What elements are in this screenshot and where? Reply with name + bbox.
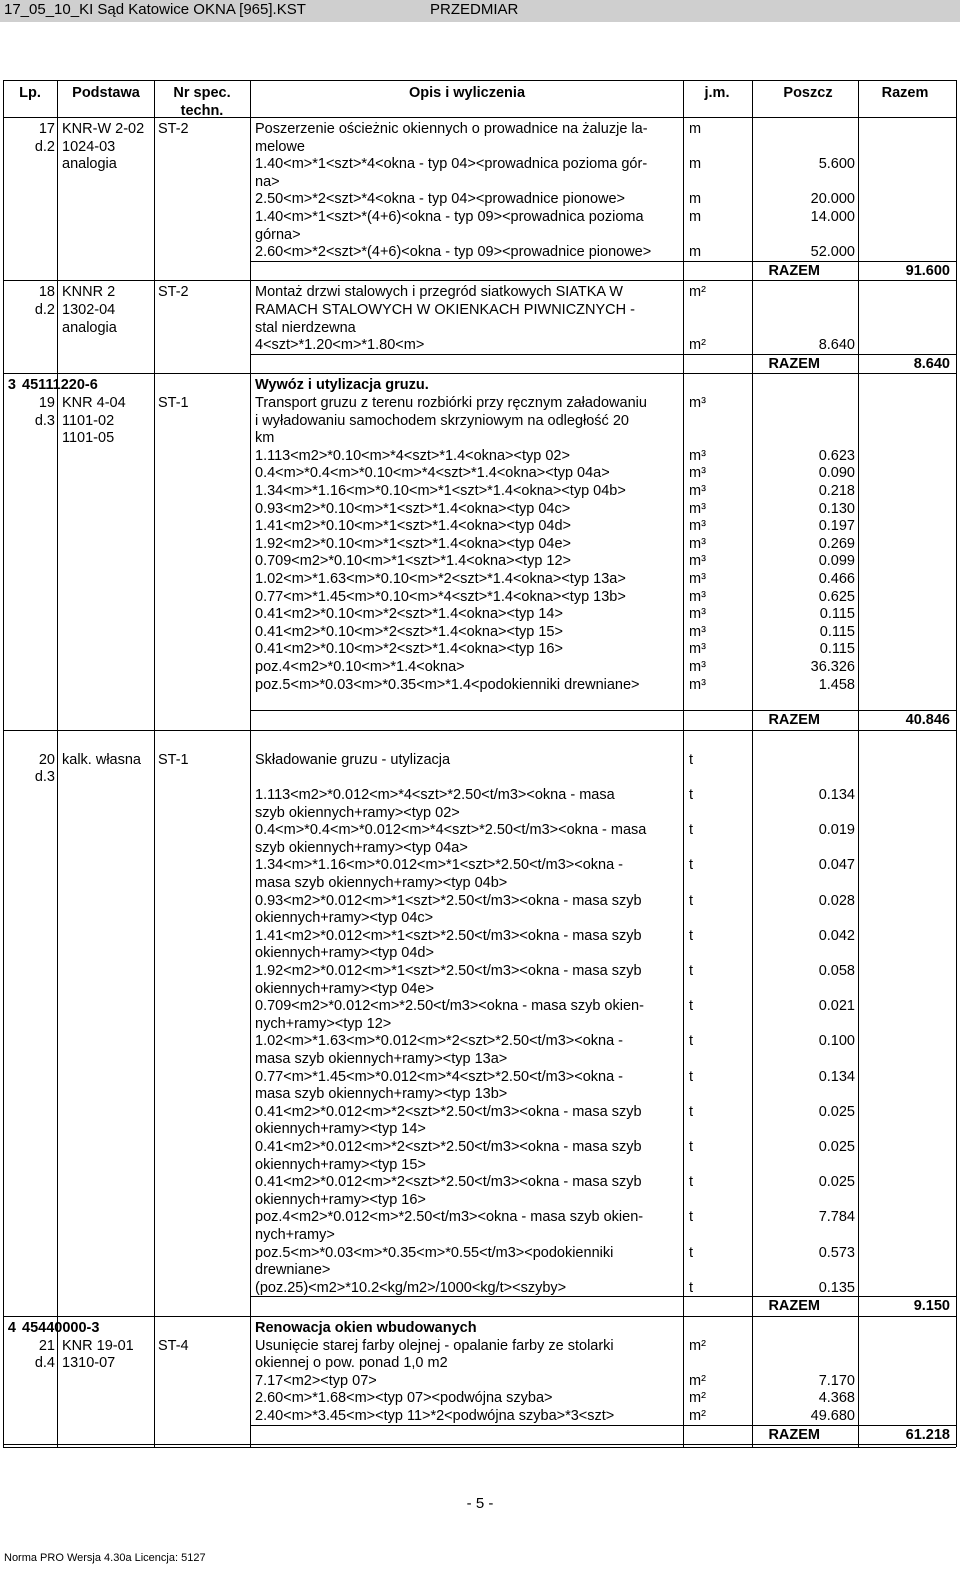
item-description: Poszerzenie ościeżnic okiennych o prowadnice na żaluzje la- [255, 121, 648, 137]
item-description: okiennej o pow. ponad 1,0 m2 [255, 1355, 448, 1372]
item-basis: KNR 19-01 [62, 1337, 134, 1354]
calc-line: masa szyb okiennych+ramy><typ 13b> [255, 1086, 508, 1103]
calc-value: 0.028 [818, 892, 855, 909]
calc-line: 2.60<m>*1.68<m><typ 07><podwójna szyba> [255, 1390, 553, 1407]
calc-value: 0.218 [818, 483, 855, 499]
calc-value: 5.600 [818, 156, 855, 173]
calc-line: 0.709<m2>*0.012<m>*2.50<t/m3><okna - masa szyb okien- [255, 998, 644, 1015]
item-description: i wyładowaniu samochodem skrzyniowym na odległość 20 [255, 412, 629, 429]
col-header-spec: Nr spec. [173, 85, 231, 101]
item-description: RAMACH STALOWYCH W OKIENKACH PIWNICZNYCH - [255, 302, 635, 318]
calc-line: 4<szt>*1.20<m>*1.80<m> [255, 337, 425, 354]
total-label: RAZEM [768, 1426, 820, 1443]
section-number: 3 [7, 377, 16, 394]
column-divider [858, 80, 859, 1447]
calc-unit: t [689, 1033, 694, 1050]
item-description: Montaż drzwi stalowych i przegród siatkowych SIATKA W [255, 284, 623, 301]
calc-unit: t [689, 1174, 694, 1191]
calc-line: okiennych+ramy><typ 15> [255, 1156, 426, 1173]
row-separator [3, 730, 956, 731]
item-unit: m [689, 121, 702, 137]
calc-unit: m² [689, 1372, 706, 1389]
document-title: PRZEDMIAR [430, 1, 519, 18]
item-description: stal nierdzewna [255, 319, 356, 336]
calc-unit: t [689, 1209, 694, 1226]
calc-line: poz.4<m2>*0.10<m>*1.4<okna> [255, 659, 465, 675]
item-unit: m² [689, 1337, 706, 1354]
calc-line: 1.40<m>*1<szt>*(4+6)<okna - typ 09><prowadnica pozioma [255, 209, 644, 225]
item-spec-number: ST-2 [158, 284, 189, 301]
calc-unit: m³ [689, 623, 706, 640]
item-basis: KNNR 2 [62, 284, 116, 301]
item-basis: analogia [62, 319, 117, 336]
calc-line: 0.41<m2>*0.10<m>*2<szt>*1.4<okna><typ 16> [255, 641, 563, 658]
page-number: - 5 - [466, 1495, 494, 1512]
calc-unit: t [689, 1068, 694, 1085]
calc-unit: m [689, 244, 702, 261]
calc-value: 0.135 [818, 1279, 855, 1296]
calc-line: szyb okiennych+ramy><typ 04a> [255, 839, 468, 856]
calc-unit: m [689, 209, 702, 225]
row-separator [3, 1444, 956, 1445]
calc-line: poz.5<m>*0.03<m>*0.35<m>*1.4<podokienniki drewniane> [255, 676, 640, 693]
calc-line: 0.93<m2>*0.10<m>*1<szt>*1.4<okna><typ 04c> [255, 500, 571, 517]
calc-line: 1.92<m2>*0.10<m>*1<szt>*1.4<okna><typ 04e> [255, 535, 572, 552]
item-number: 20 [38, 751, 55, 768]
calc-unit: m [689, 156, 702, 173]
calc-value: 0.623 [818, 447, 855, 464]
calc-line: poz.4<m2>*0.012<m>*2.50<t/m3><okna - masa szyb okien- [255, 1209, 644, 1226]
calc-value: 8.640 [818, 337, 855, 354]
calc-line: 1.113<m2>*0.10<m>*4<szt>*1.4<okna><typ 02> [255, 447, 570, 464]
row-separator [3, 1316, 956, 1317]
calc-unit: m³ [689, 659, 706, 675]
col-header-description: Opis i wyliczenia [408, 85, 526, 101]
calc-line: 0.77<m>*1.45<m>*0.10<m>*4<szt>*1.4<okna><typ 13b> [255, 588, 626, 605]
calc-unit: m² [689, 1390, 706, 1407]
calc-unit: t [689, 857, 694, 874]
calc-value: 52.000 [810, 244, 855, 261]
calc-line: 0.41<m2>*0.10<m>*2<szt>*1.4<okna><typ 15> [255, 623, 563, 640]
item-basis: 1101-02 [62, 412, 115, 429]
calc-unit: t [689, 1244, 694, 1261]
total-value: 40.846 [905, 712, 950, 729]
item-section-ref: d.3 [34, 769, 55, 786]
total-value: 91.600 [905, 262, 950, 279]
calc-unit: t [689, 787, 694, 803]
col-header-lp: Lp. [19, 85, 41, 101]
calc-line: masa szyb okiennych+ramy><typ 04b> [255, 875, 508, 891]
calc-value: 0.100 [818, 1033, 855, 1050]
total-label: RAZEM [768, 712, 820, 729]
calc-value: 0.099 [818, 553, 855, 570]
item-number: 17 [38, 121, 55, 137]
calc-line: okiennych+ramy><typ 14> [255, 1121, 426, 1138]
total-value: 61.218 [905, 1426, 950, 1443]
calc-line: 1.02<m>*1.63<m>*0.012<m>*2<szt>*2.50<t/m3><okna - [255, 1033, 623, 1050]
item-basis: 1310-07 [62, 1355, 116, 1372]
calc-line: 0.77<m>*1.45<m>*0.012<m>*4<szt>*2.50<t/m3><okna - [255, 1068, 623, 1085]
calc-unit: t [689, 822, 694, 839]
calc-line: 7.17<m2><typ 07> [255, 1372, 377, 1389]
header-bottom-border [3, 117, 956, 118]
calc-value: 0.058 [818, 963, 855, 979]
calc-value: 0.047 [818, 857, 855, 874]
calc-value: 36.326 [810, 659, 855, 675]
calc-line: na> [255, 173, 280, 190]
calc-value: 0.115 [819, 606, 855, 623]
calc-unit: t [689, 1139, 694, 1155]
item-basis: analogia [62, 156, 117, 173]
item-section-ref: d.2 [34, 138, 55, 155]
calc-unit: m³ [689, 483, 706, 499]
item-spec-number: ST-1 [158, 751, 189, 768]
calc-value: 20.000 [810, 191, 855, 208]
item-section-ref: d.4 [34, 1355, 55, 1372]
item-unit: t [689, 751, 694, 768]
calc-unit: t [689, 892, 694, 909]
calc-unit: m² [689, 1408, 706, 1424]
calc-unit: m³ [689, 518, 706, 535]
column-divider [752, 80, 753, 1447]
calc-value: 14.000 [810, 209, 855, 225]
item-basis: KNR-W 2-02 [62, 121, 145, 137]
calc-unit: m³ [689, 447, 706, 464]
item-description: Składowanie gruzu - utylizacja [255, 751, 451, 768]
calc-value: 0.269 [818, 535, 855, 552]
calc-line: 2.50<m>*2<szt>*4<okna - typ 04><prowadnice pionowe> [255, 191, 626, 208]
total-label: RAZEM [768, 262, 820, 279]
calc-unit: t [689, 963, 694, 979]
item-section-ref: d.2 [34, 302, 55, 318]
calc-line: 1.34<m>*1.16<m>*0.10<m>*1<szt>*1.4<okna><typ 04b> [255, 483, 626, 499]
calc-value: 0.134 [818, 1068, 855, 1085]
total-label: RAZEM [768, 355, 820, 372]
calc-unit: m³ [689, 465, 706, 482]
column-divider [57, 80, 58, 1447]
item-basis: kalk. własna [62, 751, 141, 768]
item-description: melowe [255, 138, 305, 155]
table-top-border [3, 80, 956, 81]
column-divider [683, 80, 684, 1447]
row-separator [3, 280, 956, 281]
calc-unit: m³ [689, 571, 706, 587]
calc-value: 1.458 [818, 676, 855, 693]
estimate-table [0, 80, 960, 1442]
calc-line: masa szyb okiennych+ramy><typ 13a> [255, 1051, 508, 1067]
col-header-total: Razem [881, 85, 929, 101]
column-divider [250, 80, 251, 1447]
calc-value: 0.573 [818, 1244, 855, 1261]
calc-unit: t [689, 927, 694, 944]
calc-unit: m [689, 191, 702, 208]
total-value: 9.150 [913, 1298, 950, 1315]
calc-line: 1.92<m2>*0.012<m>*1<szt>*2.50<t/m3><okna - masa szyb [255, 963, 642, 979]
calc-value: 7.784 [818, 1209, 855, 1226]
calc-line: 2.60<m>*2<szt>*(4+6)<okna - typ 09><prowadnice pionowe> [255, 244, 652, 261]
calc-line: 1.41<m2>*0.10<m>*1<szt>*1.4<okna><typ 04d> [255, 518, 572, 535]
item-spec-number: ST-2 [158, 121, 189, 137]
file-name: 17_05_10_KI Sąd Katowice OKNA [965].KST [4, 1, 306, 18]
calc-line: 0.4<m>*0.4<m>*0.012<m>*4<szt>*2.50<t/m3><okna - masa [255, 822, 647, 839]
total-label: RAZEM [768, 1298, 820, 1315]
calc-value: 4.368 [818, 1390, 855, 1407]
calc-unit: m² [689, 337, 706, 354]
total-value: 8.640 [913, 355, 950, 372]
item-unit: m³ [689, 395, 706, 411]
calc-value: 0.025 [818, 1103, 855, 1120]
item-spec-number: ST-1 [158, 395, 189, 411]
calc-line: 2.40<m>*3.45<m><typ 11>*2<podwójna szyba>*3<szt> [255, 1408, 615, 1424]
calc-line: okiennych+ramy><typ 04e> [255, 980, 434, 997]
calc-value: 0.115 [819, 641, 855, 658]
item-spec-number: ST-4 [158, 1337, 189, 1354]
item-basis: 1101-05 [62, 430, 115, 447]
software-footer: Norma PRO Wersja 4.30a Licencja: 5127 [4, 1552, 206, 1564]
calc-value: 7.170 [818, 1372, 855, 1389]
item-number: 19 [38, 395, 55, 411]
calc-value: 0.025 [818, 1174, 855, 1191]
item-unit: m² [689, 284, 706, 301]
calc-line: (poz.25)<m2>*10.2<kg/m2>/1000<kg/t><szyby> [255, 1279, 567, 1296]
row-separator [3, 373, 956, 374]
calc-line: 0.41<m2>*0.012<m>*2<szt>*2.50<t/m3><okna - masa szyb [255, 1174, 642, 1191]
page-header [0, 0, 960, 22]
calc-value: 49.680 [810, 1408, 855, 1424]
calc-line: 0.41<m2>*0.10<m>*2<szt>*1.4<okna><typ 14> [255, 606, 563, 623]
calc-value: 0.197 [818, 518, 855, 535]
calc-line: 0.41<m2>*0.012<m>*2<szt>*2.50<t/m3><okna - masa szyb [255, 1139, 642, 1155]
calc-unit: t [689, 1103, 694, 1120]
column-divider [956, 80, 957, 1447]
calc-unit: t [689, 1279, 694, 1296]
calc-value: 0.625 [818, 588, 855, 605]
calc-unit: t [689, 998, 694, 1015]
section-number: 4 [7, 1320, 16, 1336]
col-header-base: Podstawa [72, 85, 140, 101]
calc-line: górna> [255, 226, 301, 243]
calc-line: 0.93<m2>*0.012<m>*1<szt>*2.50<t/m3><okna - masa szyb [255, 892, 642, 909]
item-section-ref: d.3 [34, 412, 55, 429]
calc-line: nych+ramy> [255, 1227, 335, 1243]
calc-value: 0.466 [818, 571, 855, 587]
section-code: 45111220-6 [22, 377, 98, 394]
col-header-unit: j.m. [704, 85, 730, 101]
col-header-spec-2: techn. [180, 102, 224, 119]
column-divider [3, 80, 4, 1447]
item-basis: 1302-04 [62, 302, 116, 318]
col-header-partial: Poszcz [783, 85, 833, 101]
calc-line: drewniane> [255, 1262, 331, 1279]
item-description: km [255, 430, 275, 447]
item-basis: 1024-03 [62, 138, 116, 155]
calc-unit: m³ [689, 588, 706, 605]
calc-value: 0.130 [818, 500, 855, 517]
calc-line: nych+ramy><typ 12> [255, 1015, 392, 1032]
calc-line: 0.41<m2>*0.012<m>*2<szt>*2.50<t/m3><okna - masa szyb [255, 1103, 642, 1120]
calc-line: okiennych+ramy><typ 04d> [255, 945, 434, 962]
item-description: Transport gruzu z terenu rozbiórki przy ręcznym załadowaniu [255, 395, 647, 411]
calc-line: 1.41<m2>*0.012<m>*1<szt>*2.50<t/m3><okna - masa szyb [255, 927, 642, 944]
calc-line: 1.113<m2>*0.012<m>*4<szt>*2.50<t/m3><okna - masa [255, 787, 615, 803]
calc-line: 1.40<m>*1<szt>*4<okna - typ 04><prowadnica pozioma gór- [255, 156, 648, 173]
item-number: 18 [38, 284, 55, 301]
section-title: Renowacja okien wbudowanych [255, 1320, 477, 1336]
section-title: Wywóz i utylizacja gruzu. [255, 377, 429, 394]
calc-unit: m³ [689, 500, 706, 517]
calc-value: 0.025 [818, 1139, 855, 1155]
section-code: 45440000-3 [22, 1320, 100, 1336]
column-divider [154, 80, 155, 1447]
table-bottom-border [3, 1447, 956, 1448]
calc-unit: m³ [689, 676, 706, 693]
calc-value: 0.115 [819, 623, 855, 640]
calc-value: 0.134 [818, 787, 855, 803]
calc-line: 0.4<m>*0.4<m>*0.10<m>*4<szt>*1.4<okna><typ 04a> [255, 465, 610, 482]
calc-unit: m³ [689, 553, 706, 570]
calc-unit: m³ [689, 641, 706, 658]
calc-unit: m³ [689, 606, 706, 623]
calc-line: 0.709<m2>*0.10<m>*1<szt>*1.4<okna><typ 12> [255, 553, 572, 570]
calc-line: 1.34<m>*1.16<m>*0.012<m>*1<szt>*2.50<t/m3><okna - [255, 857, 623, 874]
calc-value: 0.090 [818, 465, 855, 482]
calc-value: 0.021 [818, 998, 855, 1015]
calc-value: 0.042 [818, 927, 855, 944]
calc-line: poz.5<m>*0.03<m>*0.35<m>*0.55<t/m3><podokienniki [255, 1244, 614, 1261]
calc-line: okiennych+ramy><typ 04c> [255, 910, 434, 927]
calc-value: 0.019 [818, 822, 855, 839]
item-number: 21 [38, 1337, 55, 1354]
calc-unit: m³ [689, 535, 706, 552]
calc-line: okiennych+ramy><typ 16> [255, 1191, 426, 1208]
item-description: Usunięcie starej farby olejnej - opalanie farby ze stolarki [255, 1337, 614, 1354]
calc-line: 1.02<m>*1.63<m>*0.10<m>*2<szt>*1.4<okna><typ 13a> [255, 571, 626, 587]
calc-line: szyb okiennych+ramy><typ 02> [255, 804, 460, 821]
item-basis: KNR 4-04 [62, 395, 126, 411]
